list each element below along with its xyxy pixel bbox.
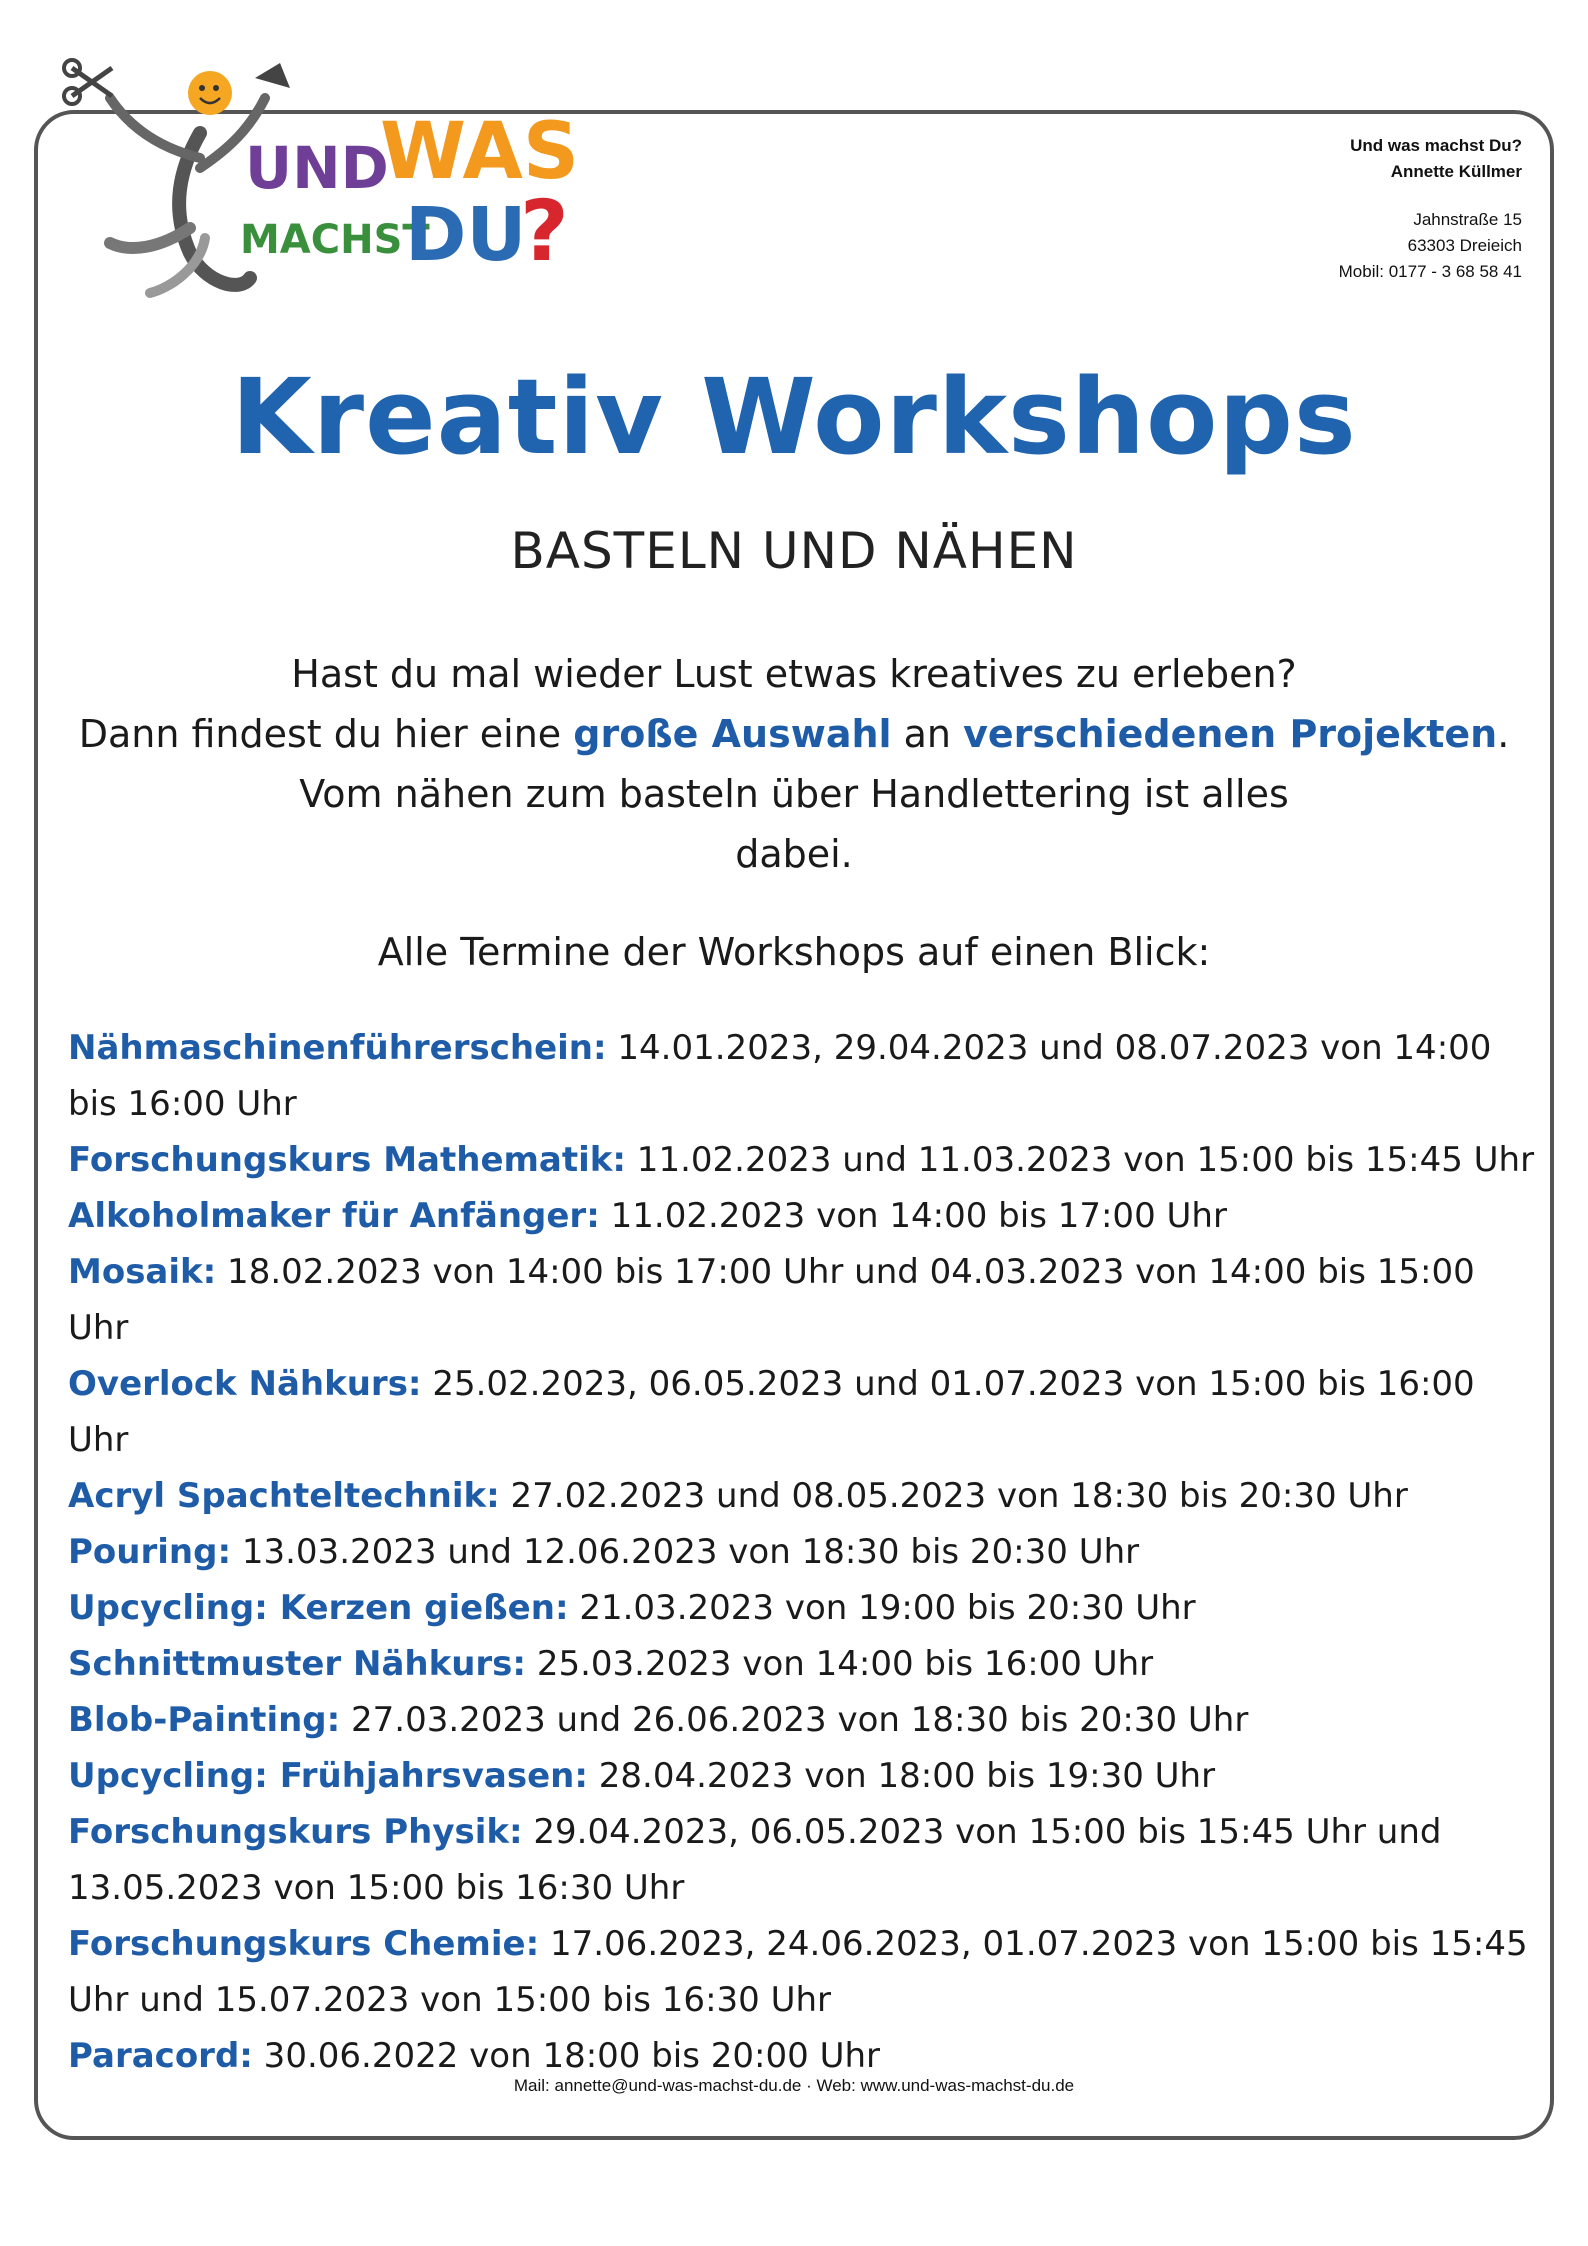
workshop-name: Forschungskurs Mathematik: xyxy=(68,1140,626,1180)
contact-city: 63303 Dreieich xyxy=(1407,236,1522,255)
workshop-item xyxy=(68,1580,1538,1636)
intro-line-1: Hast du mal wieder Lust etwas kreatives zu erleben? xyxy=(291,652,1297,696)
workshop-item xyxy=(68,1356,1538,1468)
workshop-name: Alkoholmaker für Anfänger: xyxy=(68,1196,600,1236)
workshop-dates: 13.03.2023 und 12.06.2023 von 18:30 bis 20:30 Uhr xyxy=(231,1532,1140,1572)
workshop-dates: 29.04.2023, 06.05.2023 von 15:00 bis 15:45 Uhr und 13.05.2023 von 15:00 bis 16:30 Uhr xyxy=(68,1812,1442,1908)
workshop-schedule xyxy=(68,1020,1538,2084)
workshop-dates: 25.03.2023 von 14:00 bis 16:00 Uhr xyxy=(526,1644,1154,1684)
workshop-item xyxy=(68,1188,1538,1244)
workshop-dates: 25.02.2023, 06.05.2023 und 01.07.2023 von 15:00 bis 16:00 Uhr xyxy=(68,1364,1475,1460)
page-subtitle: BASTELN UND NÄHEN xyxy=(510,522,1078,580)
workshop-item xyxy=(68,1468,1538,1524)
workshop-name: Acryl Spachteltechnik: xyxy=(68,1476,500,1516)
workshop-dates: 17.06.2023, 24.06.2023, 01.07.2023 von 15:00 bis 15:45 Uhr und 15.07.2023 von 15:00 bis 16:30 Uhr xyxy=(68,1924,1528,2020)
workshop-name: Forschungskurs Chemie: xyxy=(68,1924,540,1964)
contact-mobile: Mobil: 0177 - 3 68 58 41 xyxy=(1338,262,1522,281)
workshop-dates: 14.01.2023, 29.04.2023 und 08.07.2023 von 14:00 bis 16:00 Uhr xyxy=(68,1028,1492,1124)
logo-was: WAS xyxy=(380,107,580,197)
contact-company: Und was machst Du? xyxy=(1350,136,1522,155)
workshop-item xyxy=(68,1692,1538,1748)
highlight-verschiedene-projekte: verschiedenen Projekten xyxy=(963,712,1498,756)
logo-du: DU xyxy=(405,192,527,278)
workshop-name: Mosaik: xyxy=(68,1252,217,1292)
workshop-dates: 30.06.2022 von 18:00 bis 20:00 Uhr xyxy=(252,2036,880,2076)
workshop-item xyxy=(68,1748,1538,1804)
workshop-dates: 27.02.2023 und 08.05.2023 von 18:30 bis 20:30 Uhr xyxy=(499,1476,1408,1516)
workshop-name: Paracord: xyxy=(68,2036,253,2076)
workshop-dates: 11.02.2023 von 14:00 bis 17:00 Uhr xyxy=(599,1196,1227,1236)
contact-street: Jahnstraße 15 xyxy=(1413,210,1522,229)
intro-line-2-text-c: . xyxy=(1497,712,1510,756)
workshop-name: Upcycling: Frühjahrsvasen: xyxy=(68,1756,588,1796)
workshop-name: Blob-Painting: xyxy=(68,1700,341,1740)
footer-contact: Mail: annette@und-was-machst-du.de · Web: www.und-was-machst-du.de xyxy=(513,2076,1075,2095)
highlight-grosse-auswahl: große Auswahl xyxy=(573,712,892,756)
workshop-dates: 27.03.2023 und 26.06.2023 von 18:30 bis 20:30 Uhr xyxy=(340,1700,1249,1740)
workshop-name: Pouring: xyxy=(68,1532,232,1572)
intro-line-4: dabei. xyxy=(735,832,853,876)
intro-line-3: Vom nähen zum basteln über Handlettering ist alles xyxy=(299,772,1289,816)
page-title: Kreativ Workshops xyxy=(231,356,1357,478)
workshop-name: Forschungskurs Physik: xyxy=(68,1812,523,1852)
workshop-name: Upcycling: Kerzen gießen: xyxy=(68,1588,569,1628)
workshop-item xyxy=(68,1636,1538,1692)
intro-text xyxy=(60,644,1528,884)
intro-line-2 xyxy=(60,704,1528,764)
logo-und: UND xyxy=(245,134,389,202)
workshop-name: Schnittmuster Nähkurs: xyxy=(68,1644,527,1684)
workshop-item xyxy=(68,1020,1538,1132)
workshop-name: Overlock Nähkurs: xyxy=(68,1364,422,1404)
logo xyxy=(50,38,590,300)
workshop-dates: 28.04.2023 von 18:00 bis 19:30 Uhr xyxy=(587,1756,1216,1796)
contact-person: Annette Küllmer xyxy=(1390,162,1522,181)
intro-line-2-text-a: Dann findest du hier eine xyxy=(78,712,574,756)
workshop-item xyxy=(68,1132,1538,1188)
workshop-item xyxy=(68,1916,1538,2028)
contact-block xyxy=(1339,133,1522,285)
intro-line-2-text-b: an xyxy=(891,712,964,756)
workshop-dates: 11.02.2023 und 11.03.2023 von 15:00 bis 15:45 Uhr xyxy=(626,1140,1535,1180)
logo-machst: MACHST xyxy=(240,217,430,263)
workshop-name: Nähmaschinenführerschein: xyxy=(68,1028,607,1068)
logo-question-mark: ? xyxy=(520,182,569,280)
workshop-item xyxy=(68,1244,1538,1356)
workshop-item xyxy=(68,1804,1538,1916)
workshop-dates: 18.02.2023 von 14:00 bis 17:00 Uhr und 04.03.2023 von 14:00 bis 15:00 Uhr xyxy=(68,1252,1475,1348)
workshop-dates: 21.03.2023 von 19:00 bis 20:30 Uhr xyxy=(568,1588,1196,1628)
overview-heading: Alle Termine der Workshops auf einen Blick: xyxy=(377,930,1211,974)
workshop-item xyxy=(68,1524,1538,1580)
